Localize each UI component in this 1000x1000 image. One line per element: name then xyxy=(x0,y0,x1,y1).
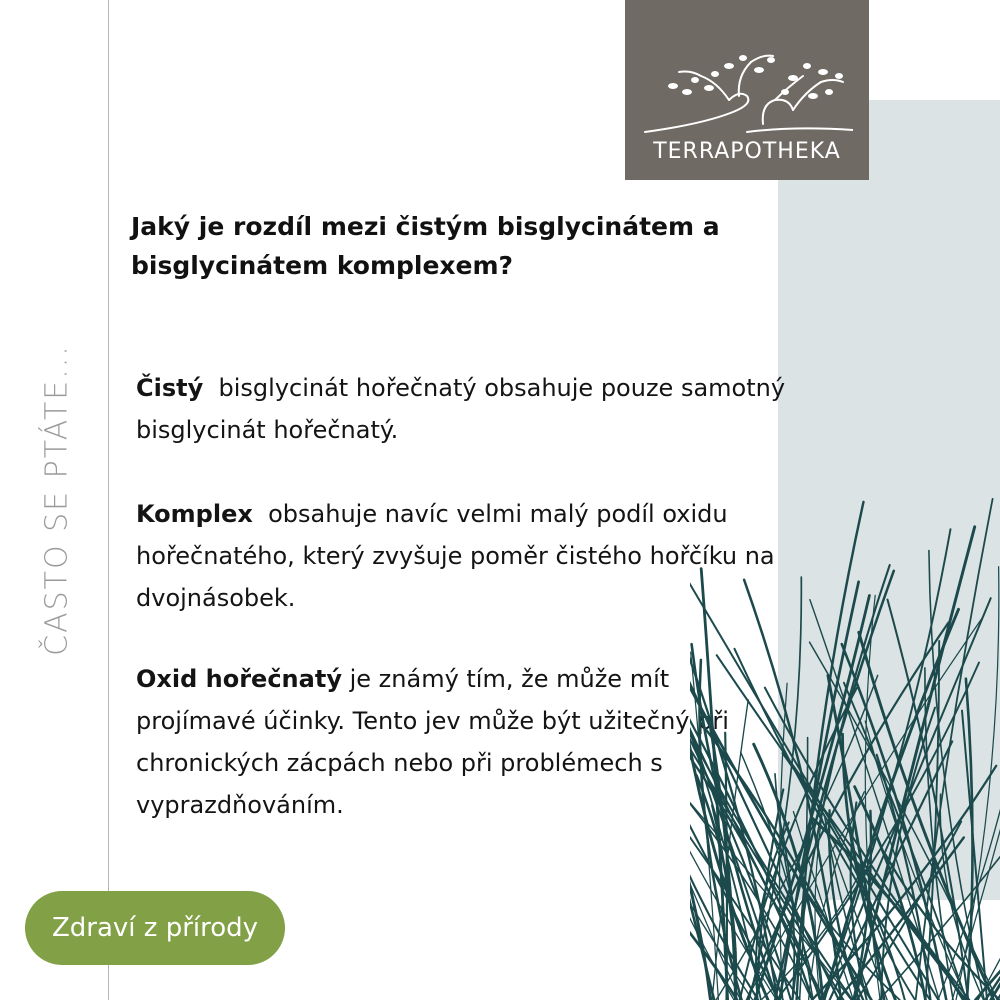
grass-blade xyxy=(990,628,1000,1000)
answer-text: bisglycinát hořečnatý obsahuje pouze samotný bisglycinát hořečnatý. xyxy=(136,374,786,444)
grass-blade xyxy=(888,600,969,1000)
grass-blade xyxy=(975,717,1000,1000)
question-heading: Jaký je rozdíl mezi čistým bisglycinátem a bisglycinátem komplexem? xyxy=(131,212,720,280)
brand-name: TERRAPOTHEKA xyxy=(653,139,841,164)
answer-term: Oxid hořečnatý xyxy=(136,665,342,693)
answer-term: Komplex xyxy=(136,500,253,528)
answer-term: Čistý xyxy=(136,374,204,402)
brand-logo xyxy=(625,0,869,180)
answer-text: je známý tím, že může mít projímavé účinky. Tento jev může být užitečný při chronických zácpách nebo při problémech s vyprazdňováním. xyxy=(136,665,729,819)
slogan-badge: Zdraví z přírody xyxy=(25,891,285,965)
answer-paragraph-1 xyxy=(136,367,796,451)
side-label: ČASTO SE PTÁTE... xyxy=(39,344,75,656)
vertical-divider xyxy=(108,0,109,1000)
leaf-branch-icon xyxy=(643,52,853,138)
grass-decoration xyxy=(690,470,1000,1000)
answer-text: obsahuje navíc velmi malý podíl oxidu hořečnatého, který zvyšuje poměr čistého hořčíku na dvojnásobek. xyxy=(136,500,775,612)
